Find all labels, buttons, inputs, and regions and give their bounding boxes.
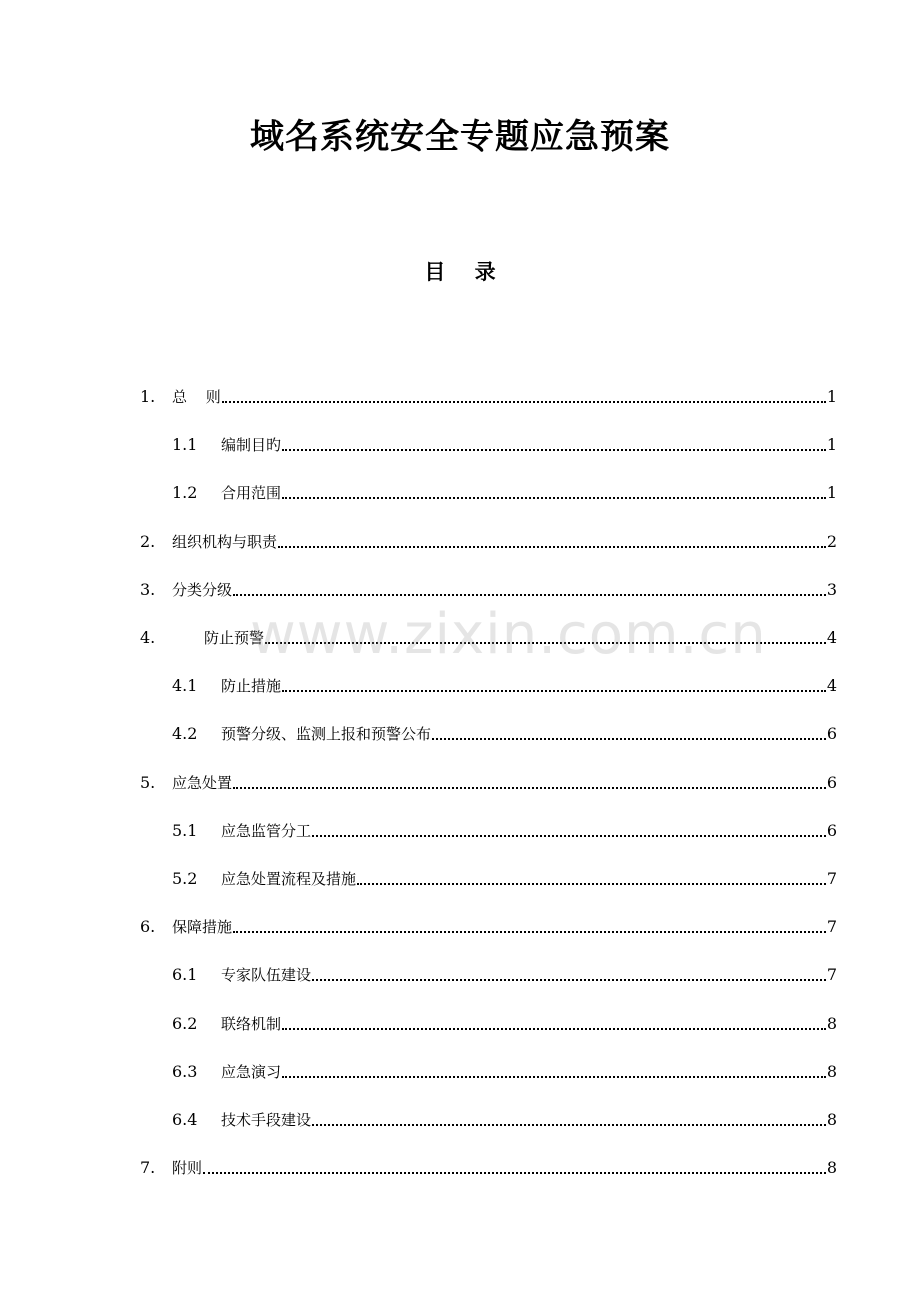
toc-dot-leader [312, 1124, 826, 1126]
toc-dot-leader [282, 449, 826, 451]
toc-entry[interactable] [140, 521, 837, 553]
toc-entry-label: 预警分级、监测上报和预警公布 [221, 725, 432, 743]
toc-entry-number: 2. [140, 532, 156, 551]
toc-entry-label: 保障措施 [172, 918, 233, 936]
toc-dot-leader [265, 642, 826, 644]
toc-entry-page: 4 [826, 628, 837, 647]
toc-entry[interactable] [172, 1051, 837, 1083]
toc-entry-number: 7. [140, 1158, 156, 1177]
toc-dot-leader [233, 787, 826, 789]
toc-dot-leader [282, 1028, 826, 1030]
toc-entry-page: 1 [826, 483, 837, 502]
toc-entry-page: 3 [826, 580, 837, 599]
toc-entry-label: 防止预警 [204, 629, 265, 647]
toc-dot-leader [312, 835, 826, 837]
toc-dot-leader [233, 931, 826, 933]
toc-dot-leader [203, 1172, 826, 1174]
toc-dot-leader [282, 1076, 826, 1078]
toc-entry-label: 防止措施 [221, 677, 282, 695]
toc-entry[interactable] [140, 1147, 837, 1179]
toc-dot-leader [222, 401, 826, 403]
toc-entry-page: 6 [826, 821, 837, 840]
toc-entry[interactable] [172, 810, 837, 842]
toc-entry-page: 2 [826, 532, 837, 551]
toc-entry-label: 应急处置 [172, 774, 233, 792]
toc-entry[interactable] [172, 1099, 837, 1131]
toc-heading: 目 录 [424, 260, 496, 284]
toc-dot-leader [233, 594, 826, 596]
toc-entry-number: 4. [140, 628, 156, 647]
toc-entry[interactable] [172, 858, 837, 890]
toc-entry-label: 合用范围 [221, 484, 282, 502]
toc-entry-number: 3. [140, 580, 156, 599]
toc-entry-page: 8 [826, 1014, 837, 1033]
toc-entry-number: 4.2 [172, 724, 198, 743]
toc-entry[interactable] [140, 617, 837, 649]
toc-dot-leader [282, 497, 826, 499]
toc-entry[interactable] [140, 569, 837, 601]
toc-entry-page: 7 [826, 965, 837, 984]
toc-entry-label: 附则 [172, 1159, 203, 1177]
toc-entry-label: 编制目旳 [221, 436, 282, 454]
toc-entry-number: 6.4 [172, 1110, 198, 1129]
toc-entry[interactable] [172, 1003, 837, 1035]
toc-entry-number: 5.2 [172, 869, 198, 888]
toc-entry-page: 4 [826, 676, 837, 695]
toc-entry-page: 1 [826, 387, 837, 406]
toc-entry-label: 应急处置流程及措施 [221, 870, 357, 888]
toc-entry-number: 6.3 [172, 1062, 198, 1081]
toc-entry-page: 8 [826, 1062, 837, 1081]
toc-entry-number: 5.1 [172, 821, 198, 840]
toc-dot-leader [357, 883, 826, 885]
toc-entry[interactable] [140, 762, 837, 794]
toc-entry-number: 4.1 [172, 676, 198, 695]
toc-entry-page: 7 [826, 917, 837, 936]
toc-entry-number: 5. [140, 773, 156, 792]
toc-entry-label: 应急监管分工 [221, 822, 312, 840]
toc-dot-leader [282, 690, 826, 692]
toc-entry[interactable] [172, 713, 837, 745]
toc-entry[interactable] [172, 665, 837, 697]
toc-entry-label: 联络机制 [221, 1015, 282, 1033]
toc-entry-label: 技术手段建设 [221, 1111, 312, 1129]
toc-entry[interactable] [172, 424, 837, 456]
toc-entry-page: 7 [826, 869, 837, 888]
toc-entry-number: 1.1 [172, 435, 198, 454]
toc-entry-number: 6.1 [172, 965, 198, 984]
toc-entry-number: 6.2 [172, 1014, 198, 1033]
toc-entry-page: 1 [826, 435, 837, 454]
document-title: 域名系统安全专题应急预案 [250, 117, 670, 157]
toc-entry-label: 分类分级 [172, 581, 233, 599]
toc-entry-label: 总 则 [172, 388, 221, 406]
toc-entry-label: 应急演习 [221, 1063, 282, 1081]
toc-entry-label: 组织机构与职责 [172, 533, 278, 551]
toc-entry-page: 6 [826, 724, 837, 743]
toc-entry[interactable] [140, 906, 837, 938]
toc-entry-number: 6. [140, 917, 156, 936]
toc-entry-number: 1. [140, 387, 156, 406]
toc-entry[interactable] [172, 954, 837, 986]
toc-entry-page: 6 [826, 773, 837, 792]
watermark: www.zixin.com.cn [250, 602, 767, 667]
toc-entry-page: 8 [826, 1158, 837, 1177]
toc-dot-leader [278, 546, 826, 548]
toc-dot-leader [312, 979, 826, 981]
toc-entry-number: 1.2 [172, 483, 198, 502]
toc-dot-leader [432, 738, 826, 740]
toc-entry-label: 专家队伍建设 [221, 966, 312, 984]
toc-entry[interactable] [172, 472, 837, 504]
toc-entry[interactable] [140, 376, 837, 408]
toc-entry-page: 8 [826, 1110, 837, 1129]
